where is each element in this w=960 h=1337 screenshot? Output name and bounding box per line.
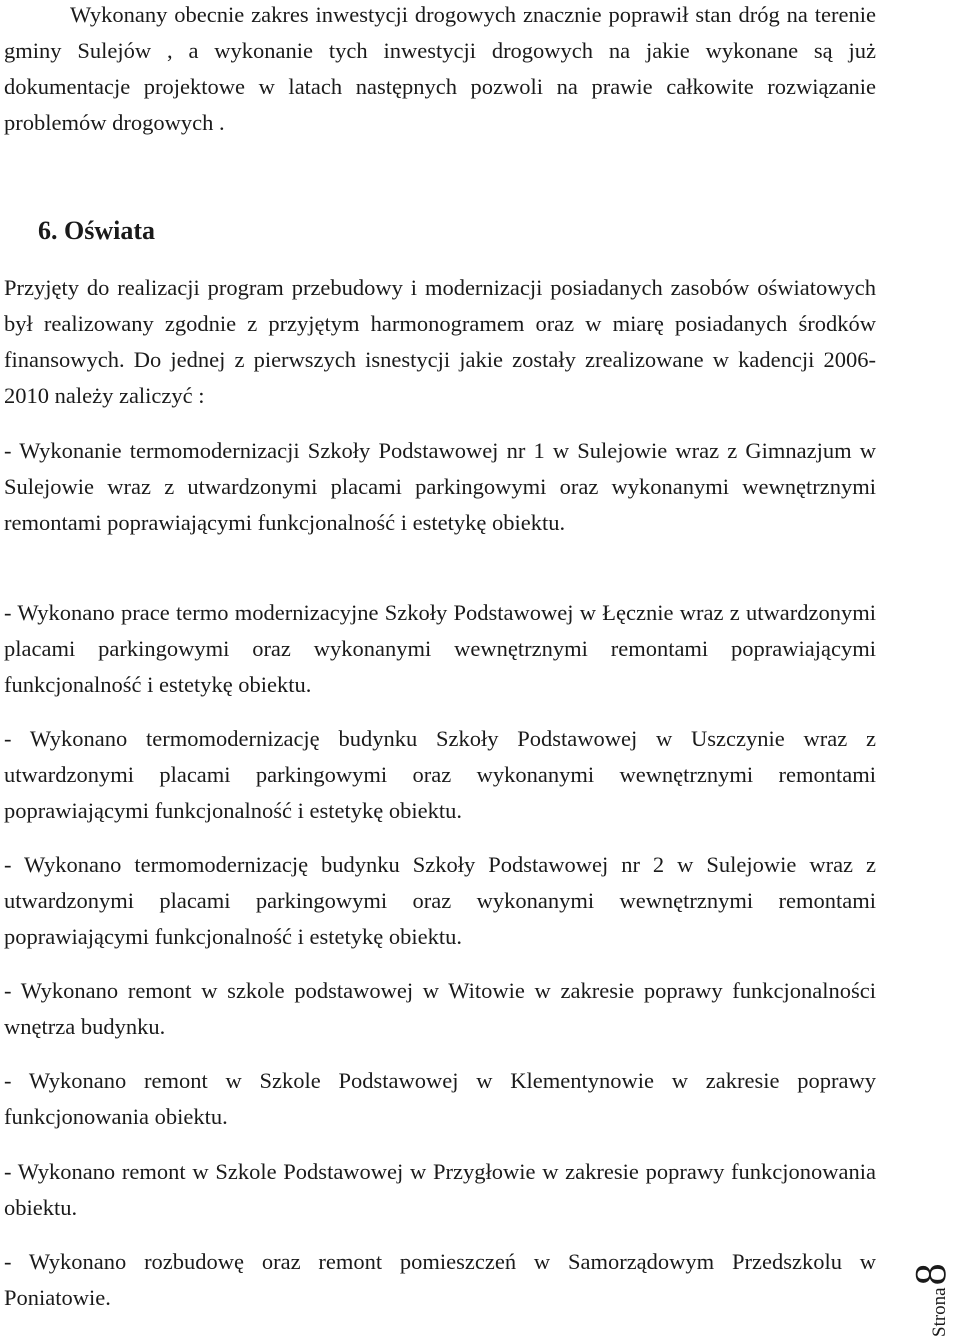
section-heading [38,214,155,248]
intro-paragraph: Wykonany obecnie zakres inwestycji drogowych znacznie poprawił stan dróg na terenie gminy Sulejów , a wykonanie tych inwestycji drogowych na jakie wykonane są już dokumentacje projektowe w latach następnych pozwoli na prawie całkowite rozwiązanie problemów drogowych . [4,2,876,135]
program-paragraph: Przyjęty do realizacji program przebudowy i modernizacji posiadanych zasobów oświatowych był realizowany zgodnie z przyjętym harmonogramem oraz w miarę posiadanych środków finansowych. Do jednej z pierwszych isnestycji jakie zostały zrealizowane w kadencji 2006-2010 należy zaliczyć : [4,275,876,408]
list-item: - Wykonano termomodernizację budynku Szkoły Podstawowej w Uszczynie wraz z utwardzonymi placami parkingowymi oraz wykonanymi wewnętrznymi remontami poprawiającymi funkcjonalność i estetykę obiektu. [4,726,876,823]
section-number: 6. [38,216,58,245]
list-item: - Wykonano remont w szkole podstawowej w Witowie w zakresie poprawy funkcjonalności wnętrza budynku. [4,978,876,1039]
page-number-marker [905,1263,956,1337]
page-label: Strona [929,1287,950,1337]
list-item: - Wykonano rozbudowę oraz remont pomieszczeń w Samorządowym Przedszkolu w Poniatowie. [4,1249,876,1310]
page-number: 8 [906,1263,955,1286]
list-item: - Wykonano remont w Szkole Podstawowej w Przygłowie w zakresie poprawy funkcjonowania obiektu. [4,1159,876,1220]
list-item: - Wykonano prace termo modernizacyjne Szkoły Podstawowej w Łęcznie wraz z utwardzonymi placami parkingowymi oraz wykonanymi wewnętrznymi remontami poprawiającymi funkcjonalność i estetykę obiektu. [4,600,876,697]
list-item: - Wykonanie termomodernizacji Szkoły Podstawowej nr 1 w Sulejowie wraz z Gimnazjum w Sulejowie wraz z utwardzonymi placami parkingowymi oraz wykonanymi wewnętrznymi remontami poprawiającymi funkcjonalność i estetykę obiektu. [4,438,876,535]
list-item: - Wykonano termomodernizację budynku Szkoły Podstawowej nr 2 w Sulejowie wraz z utwardzonymi placami parkingowymi oraz wykonanymi wewnętrznymi remontami poprawiającymi funkcjonalność i estetykę obiektu. [4,852,876,949]
section-title: Oświata [64,216,155,245]
page-footer [906,1232,960,1337]
list-item: - Wykonano remont w Szkole Podstawowej w Klementynowie w zakresie poprawy funkcjonowania obiektu. [4,1068,876,1129]
